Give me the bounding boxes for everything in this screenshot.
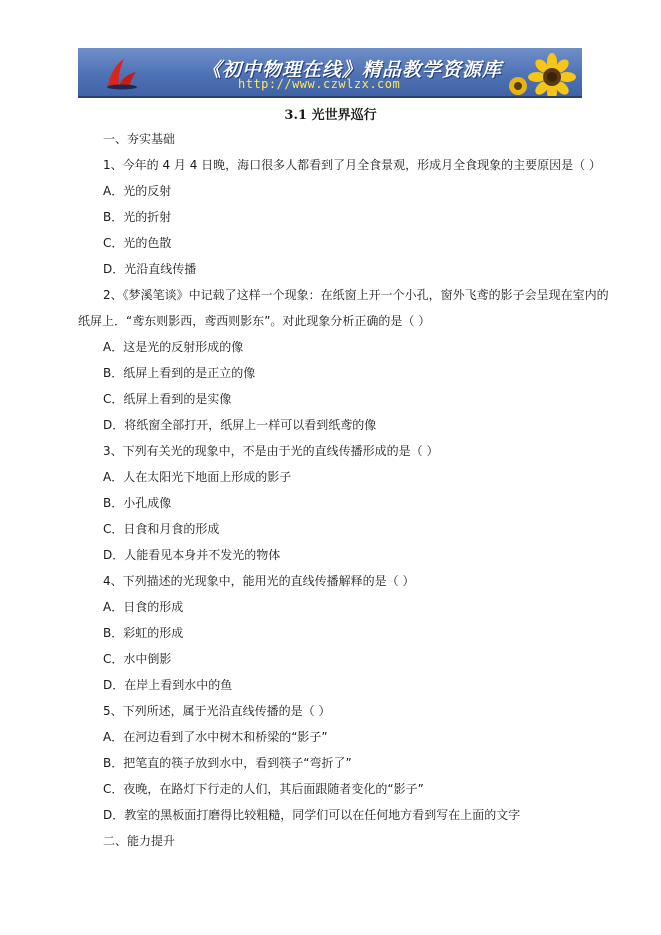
answer-option: D．在岸上看到水中的鱼: [103, 678, 233, 692]
answer-option: D．人能看见本身并不发光的物体: [103, 548, 281, 562]
answer-option: D．光沿直线传播: [103, 262, 197, 276]
answer-option: B．小孔成像: [103, 496, 172, 510]
page-title: 3.1 光世界巡行: [284, 108, 377, 123]
answer-option: C．光的色散: [103, 236, 172, 250]
question-stem: 4、下列描述的光现象中，能用光的直线传播解释的是（ ）: [103, 574, 415, 588]
answer-option: B．纸屏上看到的是正立的像: [103, 366, 256, 380]
answer-option: A．人在太阳光下地面上形成的影子: [103, 470, 292, 484]
question-stem-continued: 纸屏上．“鸢东则影西，鸢西则影东”。对此现象分析正确的是（ ）: [78, 314, 431, 328]
answer-option: D．将纸窗全部打开，纸屏上一样可以看到纸鸢的像: [103, 418, 377, 432]
answer-option: A．光的反射: [103, 184, 172, 198]
question-stem: 2、《梦溪笔谈》中记载了这样一个现象：在纸窗上开一个小孔，窗外飞鸢的影子会呈现在室内的: [103, 288, 609, 302]
answer-option: C．纸屏上看到的是实像: [103, 392, 232, 406]
answer-option: B．光的折射: [103, 210, 172, 224]
question-stem: 1、今年的 4 月 4 日晚，海口很多人都看到了月全食景观，形成月全食现象的主要原因是（ ）: [103, 158, 601, 172]
sunflower-icon: [504, 52, 578, 96]
answer-option: C．水中倒影: [103, 652, 172, 666]
section-heading: 二、能力提升: [103, 834, 176, 848]
answer-option: B．彩虹的形成: [103, 626, 184, 640]
site-logo-icon: [104, 56, 140, 90]
answer-option: C．夜晚，在路灯下行走的人们，其后面跟随者变化的“影子”: [103, 782, 424, 796]
answer-option: A．在河边看到了水中树木和桥梁的“影子”: [103, 730, 328, 744]
question-stem: 3、下列有关光的现象中，不是由于光的直线传播形成的是（ ）: [103, 444, 439, 458]
answer-option: C．日食和月食的形成: [103, 522, 220, 536]
answer-option: B．把笔直的筷子放到水中，看到筷子“弯折了”: [103, 756, 352, 770]
banner-title: 《初中物理在线》精品教学资源库: [202, 59, 503, 81]
answer-option: D．教室的黑板面打磨得比较粗糙，同学们可以在任何地方看到写在上面的文字: [103, 808, 521, 822]
section-heading: 一、夯实基础: [103, 132, 176, 146]
banner-url: http://www.czwlzx.com: [238, 77, 401, 91]
header-banner: [78, 48, 582, 96]
question-stem: 5、下列所述，属于光沿直线传播的是（ ）: [103, 704, 331, 718]
banner-divider: [78, 96, 582, 98]
answer-option: A．这是光的反射形成的像: [103, 340, 244, 354]
answer-option: A．日食的形成: [103, 600, 184, 614]
